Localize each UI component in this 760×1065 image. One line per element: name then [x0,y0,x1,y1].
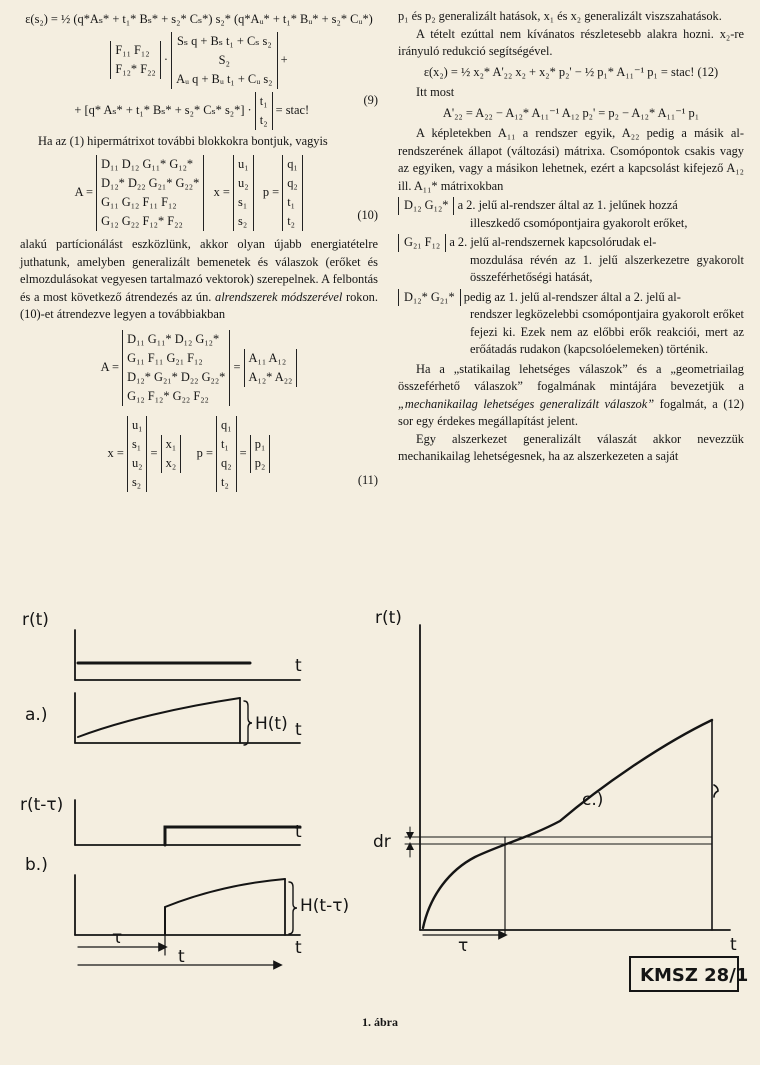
paragraph-1: Ha az (1) hipermátrixot további blokkokra bontjuk, vagyis [38,133,328,148]
label-p: p = [262,184,280,199]
label-x: x = [213,184,230,199]
right-paragraph-1: p₁ és p₂ generalizált hatások, x₁ és x₂ generalizált viszszahatások. [398,9,722,23]
label-rt-top: r(t) [22,610,49,630]
right-column [398,8,744,466]
hanging-item-1 [398,197,744,232]
vector-p-10 [282,155,303,231]
vector-row: u₁ [131,417,143,432]
vector-row: q₂ [287,176,298,190]
matrix-row: t₂ [259,112,268,127]
label-t-under: t [178,947,185,967]
left-column [20,8,378,495]
vector-row: q₁ [221,417,232,432]
right-paragraph-3: A képletekben A₁₁ a rendszer egyik, A₂₂ pedig a másik al-rendszerének állapot (változási) mátrixa. Csomópontok csakis vagy az egyiken, vagy a másikon lehetnek, ezért a kapcsolást kifejező A₁₂ ill. A₁₁* mátrixokban [398,126,744,193]
vector-row: p₁ [254,436,266,451]
label-t-top: t [295,656,302,676]
matrix-row: D₁₂* D₂₂ G₂₁* G₂₂* [101,176,200,190]
paragraph-4-italic: „mechanikailag lehetséges generalizált válaszok” [398,396,655,411]
vector-row: x₂ [165,455,177,470]
vector-row: s₁ [131,436,142,451]
block-bracket-2: G₂₁ F₁₂ [398,234,446,252]
label-a: a.) [25,705,48,725]
curve-b [165,879,285,935]
paragraph-2 [20,236,378,324]
vector-row: s₂ [131,474,142,489]
matrix-t [255,92,273,130]
label-tau-right: τ [458,936,469,956]
matrix-row: D₁₁ D₁₂ G₁₁* G₁₂* [101,157,194,171]
matrix-F [110,41,160,79]
label-t-b: t [295,938,302,958]
matrix-row: Aᵤ q + Bᵤ t₁ + Cᵤ s₂ [176,71,273,86]
label-t-a: t [295,720,302,740]
step-line-delayed [165,827,300,845]
vector-row: s₁ [238,195,248,209]
vector-row: t₂ [287,214,295,228]
label-A: A = [74,184,93,199]
matrix-row: D₁₁ G₁₁* D₁₂ G₁₂* [127,331,220,346]
matrix-A-blocks [244,349,298,387]
figure-1 [0,595,760,995]
equation-11-A: A = D₁₁ G₁₁* D₁₂ G₁₂* G₁₁ F₁₁ G₂₁ F₁₂ D₁₂* G₂₁* D₂₂ G₂₂* G₁₂ F₁₂* G₂₂ F₂₂ = A₁₁ A₁₂ A₁₂* A₂₂ [20,330,378,406]
vector-row: u₂ [131,455,143,470]
hanging-lead-1: a 2. jelű al-rendszer által az 1. jelűnek hozzá [457,198,678,212]
equation-9-line3 [20,92,378,130]
label-A: A = [100,359,120,374]
eq9-bracket: + [q* Aₛ* + t₁* Bₛ* + s₂* Cₛ* s₂*] · [74,102,255,117]
matrix-S [171,32,277,89]
equation-9-line1: ε(s₂) = ½ (q*Aₛ* + t₁* Bₛ* + s₂* Cₛ*) s₂* (q*Aᵤ* + t₁* Bᵤ* + s₂* Cᵤ*) [25,12,373,26]
vector-p-blocks [250,435,271,473]
vector-row: t₁ [287,195,295,209]
matrix-row: D₁₂* G₂₁* D₂₂ G₂₂* [127,369,226,384]
matrix-A-11 [122,330,230,406]
vector-x-blocks [161,435,182,473]
equation-number-10: (10) [357,208,378,222]
paragraph-4-end: fogalmát, a (12) sor egy érdekes megállapítást jelent. [398,396,744,428]
stamp-text: KMSZ 28/1 [640,965,749,986]
vector-row: q₁ [287,157,298,171]
vector-row: q₂ [221,455,232,470]
hanging-cont-3: rendszer legközelebbi csomópontjaira gyakorolt erőket fejezi ki. Ezek nem az előbbi erők reakciói, mert az erőátadás rudakon (kapcsolóelemeken) történik. [470,307,744,356]
matrix-row: Sₛ q + Bₛ t₁ + Cₛ s₂ [176,33,272,48]
label-t-right: t [730,935,737,955]
equation-12b: A'₂₂ = A₂₂ − A₁₂* A₁₁⁻¹ A₁₂ p₂' = p₂ − A₁₂* A₁₁⁻¹ p₁ [442,105,700,120]
vector-x-11 [127,416,148,492]
matrix-row: G₁₂ F₁₂* G₂₂ F₂₂ [127,388,209,403]
brace-a [244,701,252,745]
label-Ht: H(t) [255,714,288,734]
vector-p-11 [216,416,237,492]
label-Ht-tau: H(t-τ) [300,896,350,916]
block-bracket-3: D₁₂* G₂₁* [398,289,461,307]
vector-row: t₁ [221,436,229,451]
eq9-end: = stac! [275,102,310,117]
label-rt-right: r(t) [375,608,402,628]
vector-row: u₂ [238,176,249,190]
matrix-row: G₁₁ F₁₁ G₂₁ F₁₂ [127,350,203,365]
matrix-row: A₁₁ A₁₂ [248,350,287,365]
label-c: c.) [582,790,604,810]
label-x: x = [107,445,124,460]
label-rt-tau: r(t-τ) [20,795,64,815]
paragraph-2-text: alakú partícionálást eszközlünk, akkor olyan újabb energiatételre juthatunk, amelyben generalizált bemenetek és válaszok (erőket és elmozdulásokat vegyesen tartalmazó vektorok) szerepelnek. A felbontás és a most következő átrendezés az ún. [20,237,378,304]
hanging-item-2 [398,234,744,287]
vector-x-10 [233,155,254,231]
right-paragraph-4 [398,361,744,431]
paragraph-2-italic: alrendszerek módszerével [215,289,343,304]
figure-drawing [0,595,760,995]
label-p: p = [196,445,213,460]
brace-c [714,785,718,797]
figure-caption: 1. ábra [362,1015,398,1029]
vector-row: s₂ [238,214,248,228]
label-dr: dr [373,832,391,852]
equation-12 [398,64,744,82]
matrix-A-10 [96,155,204,231]
right-paragraph-2: A tételt ezúttal nem kívánatos részletesebb alakra hozni. x₂-re irányuló redukció segítségével. [398,26,744,58]
label-b: b.) [25,855,48,875]
paragraph-2-end: rokon. (10)-et átrendezve legyen a továbbiakban [20,289,378,321]
right-paragraph-5: Egy alszerkezet generalizált válaszát akkor nevezzük mechanikailag lehetségesnek, ha az alszerkezeten a saját [398,431,744,463]
matrix-row: t₁ [259,93,268,108]
matrix-row: G₁₁ G₁₂ F₁₁ F₁₂ [101,195,177,209]
label-tau: τ [112,928,123,948]
equation-9-line2: F₁₁ F₁₂ F₁₂* F₂₂ · Sₛ q + Bₛ t₁ + Cₛ s₂ S₂ Aᵤ q + Bᵤ t₁ + Cᵤ s₂ + [20,32,378,89]
block-bracket-1: D₁₂ G₁₂* [398,197,454,215]
equation-11-xp: x = u₁ s₁ u₂ s₂ = x₁ x₂ p = q₁ t₁ q₂ t₂ = p₁ p₂ (11) [20,416,378,492]
matrix-row: F₁₂* F₂₂ [115,62,156,76]
brace-b [289,882,297,934]
curve-c [423,720,712,928]
curve-a [78,698,240,737]
vector-row: u₁ [238,157,249,171]
equation-10 [20,155,378,231]
equation-number-12: (12) [697,64,719,79]
paragraph-4-text: Ha a „statikailag lehetséges válaszok” és a „geometriailag összeférhető válaszok” fogalmának mintájára bevezetjük a [398,361,744,393]
hanging-cont-1: illeszkedő csomópontjaira gyakorolt erőket, [470,215,688,230]
label-t-mid: t [295,822,302,842]
vector-row: x₁ [165,436,177,451]
matrix-row: F₁₁ F₁₂ [115,43,150,57]
hanging-item-3 [398,289,744,359]
hanging-lead-3: pedig az 1. jelű al-rendszer által a 2. jelű al- [463,289,681,304]
vector-row: p₂ [254,455,266,470]
vector-row: t₂ [221,474,229,489]
eq12-text: ε(x₂) = ½ x₂* A'₂₂ x₂ + x₂* p₂' − ½ p₁* A₁₁⁻¹ p₁ = stac! [423,64,695,79]
itt-most: Itt most [416,85,455,99]
equation-number-9: (9) [363,92,378,107]
hanging-cont-2: mozdulása révén az 1. jelű alszerkezetre gyakorolt összeférhetőségi hatását, [470,252,744,284]
matrix-row: S₂ [218,52,230,67]
matrix-row: G₁₂ G₂₂ F₁₂* F₂₂ [101,214,183,228]
equation-number-11: (11) [357,472,378,487]
hanging-lead-2: a 2. jelű al-rendszernek kapcsolórudak el- [449,235,657,249]
matrix-row: A₁₂* A₂₂ [248,369,293,384]
